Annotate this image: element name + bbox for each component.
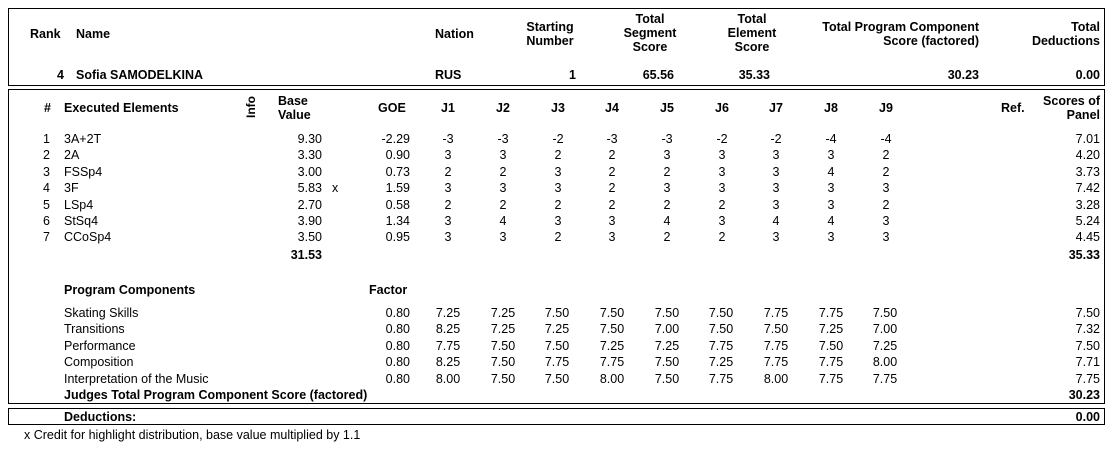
col-judge-4: J4 bbox=[605, 101, 619, 115]
element-judge-score: 2 bbox=[554, 230, 562, 245]
skater-tes: 35.33 bbox=[738, 68, 770, 82]
component-judge-score: 7.50 bbox=[544, 371, 570, 386]
component-judge-score: 8.00 bbox=[599, 371, 625, 386]
element-judge-score: 4 bbox=[827, 164, 835, 179]
element-name: LSp4 bbox=[64, 197, 94, 212]
component-judge-score: 7.25 bbox=[544, 322, 570, 337]
element-judge-score: 2 bbox=[718, 230, 726, 245]
component-factor: 0.80 bbox=[385, 355, 410, 370]
component-score: 7.50 bbox=[1075, 338, 1100, 353]
element-name: 3F bbox=[64, 181, 79, 196]
element-name: 2A bbox=[64, 148, 80, 163]
element-base-value: 5.83 bbox=[297, 181, 322, 196]
element-goe: 0.73 bbox=[385, 164, 410, 179]
element-judge-score: 3 bbox=[444, 230, 452, 245]
element-name: CCoSp4 bbox=[64, 230, 112, 245]
element-judge-score: 2 bbox=[608, 197, 616, 212]
element-judge-score: 2 bbox=[608, 164, 616, 179]
component-name: Skating Skills bbox=[64, 306, 139, 320]
component-judge-score: 7.50 bbox=[490, 338, 516, 353]
component-judge-score: 7.50 bbox=[490, 355, 516, 370]
element-score: 7.01 bbox=[1075, 132, 1100, 146]
element-judge-score: 3 bbox=[772, 164, 780, 179]
element-goe: 0.90 bbox=[385, 148, 410, 163]
element-name: 3A+2T bbox=[64, 132, 102, 146]
col-judge-6: J6 bbox=[715, 101, 729, 115]
element-judge-score: 2 bbox=[608, 181, 616, 196]
element-number: 3 bbox=[43, 164, 50, 179]
component-judge-score: 7.25 bbox=[599, 338, 625, 353]
element-judge-score: -2 bbox=[552, 132, 564, 146]
element-number: 5 bbox=[43, 197, 50, 212]
element-judge-score: 2 bbox=[499, 164, 507, 179]
element-judge-score: 3 bbox=[882, 214, 890, 228]
element-judge-score: 3 bbox=[827, 230, 835, 245]
deductions-value: 0.00 bbox=[1075, 410, 1100, 424]
element-judge-score: 3 bbox=[608, 214, 616, 228]
component-judge-score: 7.25 bbox=[872, 338, 898, 353]
element-score: 4.45 bbox=[1075, 230, 1100, 245]
header-total-pcs: Total Program Component Score (factored) bbox=[822, 20, 979, 48]
element-goe: 0.58 bbox=[385, 197, 410, 212]
element-base-value: 9.30 bbox=[297, 132, 322, 146]
element-judge-score: 3 bbox=[499, 181, 507, 196]
element-number: 2 bbox=[43, 148, 50, 163]
component-score: 7.50 bbox=[1075, 306, 1100, 320]
component-judge-score: 7.75 bbox=[599, 355, 625, 370]
element-judge-score: 3 bbox=[827, 197, 835, 212]
component-judge-score: 7.25 bbox=[818, 322, 844, 337]
element-goe: -2.29 bbox=[381, 132, 410, 146]
element-judge-score: -3 bbox=[661, 132, 673, 146]
element-judge-score: -3 bbox=[497, 132, 509, 146]
component-judge-score: 8.00 bbox=[763, 371, 789, 386]
component-judge-score: 8.00 bbox=[872, 355, 898, 370]
element-judge-score: 2 bbox=[499, 197, 507, 212]
component-factor: 0.80 bbox=[385, 338, 410, 353]
component-judge-score: 7.75 bbox=[708, 338, 734, 353]
element-score: 7.42 bbox=[1075, 181, 1100, 196]
component-judge-score: 7.75 bbox=[763, 306, 789, 320]
col-scores-of-panel: Scores of Panel bbox=[1043, 94, 1100, 122]
elements-base-total: 31.53 bbox=[290, 248, 322, 262]
element-judge-score: -2 bbox=[716, 132, 728, 146]
element-judge-score: 2 bbox=[882, 164, 890, 179]
element-score: 4.20 bbox=[1075, 148, 1100, 163]
component-judge-score: 7.25 bbox=[490, 322, 516, 337]
element-name: FSSp4 bbox=[64, 164, 103, 179]
element-judge-score: 3 bbox=[772, 148, 780, 163]
component-judge-score: 7.50 bbox=[654, 371, 680, 386]
element-judge-score: 3 bbox=[718, 148, 726, 163]
element-judge-score: -4 bbox=[825, 132, 837, 146]
element-judge-score: -2 bbox=[770, 132, 782, 146]
element-judge-score: 3 bbox=[554, 181, 562, 196]
component-judge-score: 7.75 bbox=[544, 355, 570, 370]
element-judge-score: 3 bbox=[444, 148, 452, 163]
component-judge-score: 7.25 bbox=[490, 306, 516, 320]
element-judge-score: 2 bbox=[663, 197, 671, 212]
col-ref: Ref. bbox=[1001, 101, 1025, 115]
element-goe: 0.95 bbox=[385, 230, 410, 245]
col-executed-elements: Executed Elements bbox=[64, 101, 179, 115]
header-total-deductions: Total Deductions bbox=[1031, 20, 1100, 48]
element-score: 3.73 bbox=[1075, 164, 1100, 179]
component-judge-score: 7.75 bbox=[872, 371, 898, 386]
component-judge-score: 7.50 bbox=[599, 306, 625, 320]
component-judge-score: 7.25 bbox=[435, 306, 461, 320]
col-judge-9: J9 bbox=[879, 101, 893, 115]
header-starting-number: Starting Number bbox=[526, 20, 574, 48]
component-judge-score: 7.50 bbox=[654, 306, 680, 320]
col-judge-7: J7 bbox=[769, 101, 783, 115]
header-nation: Nation bbox=[435, 27, 474, 41]
col-judge-2: J2 bbox=[496, 101, 510, 115]
component-judge-score: 7.75 bbox=[763, 338, 789, 353]
element-judge-score: 2 bbox=[444, 164, 452, 179]
component-judge-score: 7.75 bbox=[435, 338, 461, 353]
element-judge-score: 3 bbox=[554, 214, 562, 228]
component-judge-score: 7.50 bbox=[599, 322, 625, 337]
element-judge-score: 2 bbox=[554, 148, 562, 163]
component-name: Performance bbox=[64, 338, 136, 353]
element-goe: 1.59 bbox=[385, 181, 410, 196]
col-info: Info bbox=[244, 96, 258, 118]
component-judge-score: 8.25 bbox=[435, 322, 461, 337]
element-name: StSq4 bbox=[64, 214, 99, 228]
element-base-value: 3.00 bbox=[297, 164, 322, 179]
component-judge-score: 8.25 bbox=[435, 355, 461, 370]
element-info: x bbox=[332, 181, 339, 196]
element-base-value: 3.90 bbox=[297, 214, 322, 228]
element-judge-score: 4 bbox=[772, 214, 780, 228]
component-score: 7.75 bbox=[1075, 371, 1100, 386]
element-judge-score: 2 bbox=[444, 197, 452, 212]
component-factor: 0.80 bbox=[385, 306, 410, 320]
component-judge-score: 7.50 bbox=[654, 355, 680, 370]
component-judge-score: 7.50 bbox=[544, 306, 570, 320]
component-factor: 0.80 bbox=[385, 322, 410, 337]
element-score: 5.24 bbox=[1075, 214, 1100, 228]
element-number: 7 bbox=[43, 230, 50, 245]
component-judge-score: 7.50 bbox=[872, 306, 898, 320]
elements-score-total: 35.33 bbox=[1068, 248, 1100, 262]
component-judge-score: 7.50 bbox=[818, 338, 844, 353]
element-judge-score: 3 bbox=[772, 181, 780, 196]
element-judge-score: 3 bbox=[882, 230, 890, 245]
element-judge-score: 3 bbox=[827, 181, 835, 196]
component-judge-score: 8.00 bbox=[435, 371, 461, 386]
col-factor: Factor bbox=[369, 283, 408, 297]
element-judge-score: 2 bbox=[608, 148, 616, 163]
element-judge-score: 3 bbox=[718, 214, 726, 228]
element-base-value: 3.30 bbox=[297, 148, 322, 163]
col-base-value: Base Value bbox=[278, 94, 311, 122]
element-number: 1 bbox=[43, 132, 50, 146]
skater-start-number: 1 bbox=[569, 68, 576, 82]
skater-name: Sofia SAMODELKINA bbox=[76, 68, 204, 82]
skater-rank: 4 bbox=[57, 68, 64, 82]
program-components-title: Program Components bbox=[64, 283, 196, 297]
header-rank: Rank bbox=[30, 27, 61, 41]
skater-nation: RUS bbox=[435, 68, 462, 82]
element-judge-score: 3 bbox=[444, 214, 452, 228]
component-score: 7.32 bbox=[1075, 322, 1100, 337]
header-name: Name bbox=[76, 27, 111, 41]
element-number: 4 bbox=[43, 181, 50, 196]
component-name: Transitions bbox=[64, 322, 125, 337]
element-base-value: 3.50 bbox=[297, 230, 322, 245]
component-name: Composition bbox=[64, 355, 134, 370]
header-total-element-score: Total Element Score bbox=[727, 12, 777, 54]
element-judge-score: 3 bbox=[608, 230, 616, 245]
component-judge-score: 7.00 bbox=[654, 322, 680, 337]
element-base-value: 2.70 bbox=[297, 197, 322, 212]
col-judge-1: J1 bbox=[441, 101, 455, 115]
header-total-segment-score: Total Segment Score bbox=[623, 12, 677, 54]
component-judge-score: 7.50 bbox=[490, 371, 516, 386]
component-judge-score: 7.75 bbox=[708, 371, 734, 386]
component-judge-score: 7.25 bbox=[708, 355, 734, 370]
element-judge-score: 4 bbox=[827, 214, 835, 228]
component-judge-score: 7.25 bbox=[654, 338, 680, 353]
element-judge-score: 2 bbox=[882, 197, 890, 212]
element-number: 6 bbox=[43, 214, 50, 228]
col-num: # bbox=[44, 101, 51, 115]
element-judge-score: 3 bbox=[499, 148, 507, 163]
skater-pcs: 30.23 bbox=[947, 68, 979, 82]
element-judge-score: 3 bbox=[663, 181, 671, 196]
element-judge-score: 3 bbox=[827, 148, 835, 163]
deductions-box bbox=[8, 408, 1105, 425]
components-total-label: Judges Total Program Component Score (factored) bbox=[64, 388, 368, 402]
footnote: x Credit for highlight distribution, base value multiplied by 1.1 bbox=[24, 428, 361, 442]
element-judge-score: 3 bbox=[718, 181, 726, 196]
component-name: Interpretation of the Music bbox=[64, 371, 209, 386]
element-judge-score: 2 bbox=[554, 197, 562, 212]
element-score: 3.28 bbox=[1075, 197, 1100, 212]
element-judge-score: 2 bbox=[663, 164, 671, 179]
col-goe: GOE bbox=[378, 101, 406, 115]
component-judge-score: 7.75 bbox=[763, 355, 789, 370]
element-judge-score: 2 bbox=[663, 230, 671, 245]
element-judge-score: -3 bbox=[442, 132, 454, 146]
component-factor: 0.80 bbox=[385, 371, 410, 386]
element-judge-score: 3 bbox=[444, 181, 452, 196]
col-judge-3: J3 bbox=[551, 101, 565, 115]
element-judge-score: -4 bbox=[880, 132, 892, 146]
deductions-label: Deductions: bbox=[64, 410, 137, 424]
element-judge-score: 3 bbox=[663, 148, 671, 163]
component-judge-score: 7.75 bbox=[818, 355, 844, 370]
col-judge-5: J5 bbox=[660, 101, 674, 115]
element-judge-score: 4 bbox=[499, 214, 507, 228]
element-judge-score: 2 bbox=[718, 197, 726, 212]
skater-deductions: 0.00 bbox=[1075, 68, 1100, 82]
element-judge-score: -3 bbox=[606, 132, 618, 146]
component-judge-score: 7.50 bbox=[763, 322, 789, 337]
element-judge-score: 4 bbox=[663, 214, 671, 228]
element-judge-score: 3 bbox=[772, 197, 780, 212]
element-judge-score: 3 bbox=[554, 164, 562, 179]
component-judge-score: 7.50 bbox=[708, 306, 734, 320]
element-judge-score: 2 bbox=[882, 148, 890, 163]
component-judge-score: 7.75 bbox=[818, 306, 844, 320]
element-judge-score: 3 bbox=[499, 230, 507, 245]
element-goe: 1.34 bbox=[385, 214, 410, 228]
components-total-score: 30.23 bbox=[1068, 388, 1100, 402]
component-judge-score: 7.50 bbox=[708, 322, 734, 337]
component-judge-score: 7.50 bbox=[544, 338, 570, 353]
element-judge-score: 3 bbox=[772, 230, 780, 245]
col-judge-8: J8 bbox=[824, 101, 838, 115]
skater-tss: 65.56 bbox=[642, 68, 674, 82]
component-judge-score: 7.75 bbox=[818, 371, 844, 386]
element-judge-score: 3 bbox=[882, 181, 890, 196]
element-judge-score: 3 bbox=[718, 164, 726, 179]
component-judge-score: 7.00 bbox=[872, 322, 898, 337]
component-score: 7.71 bbox=[1075, 355, 1100, 370]
